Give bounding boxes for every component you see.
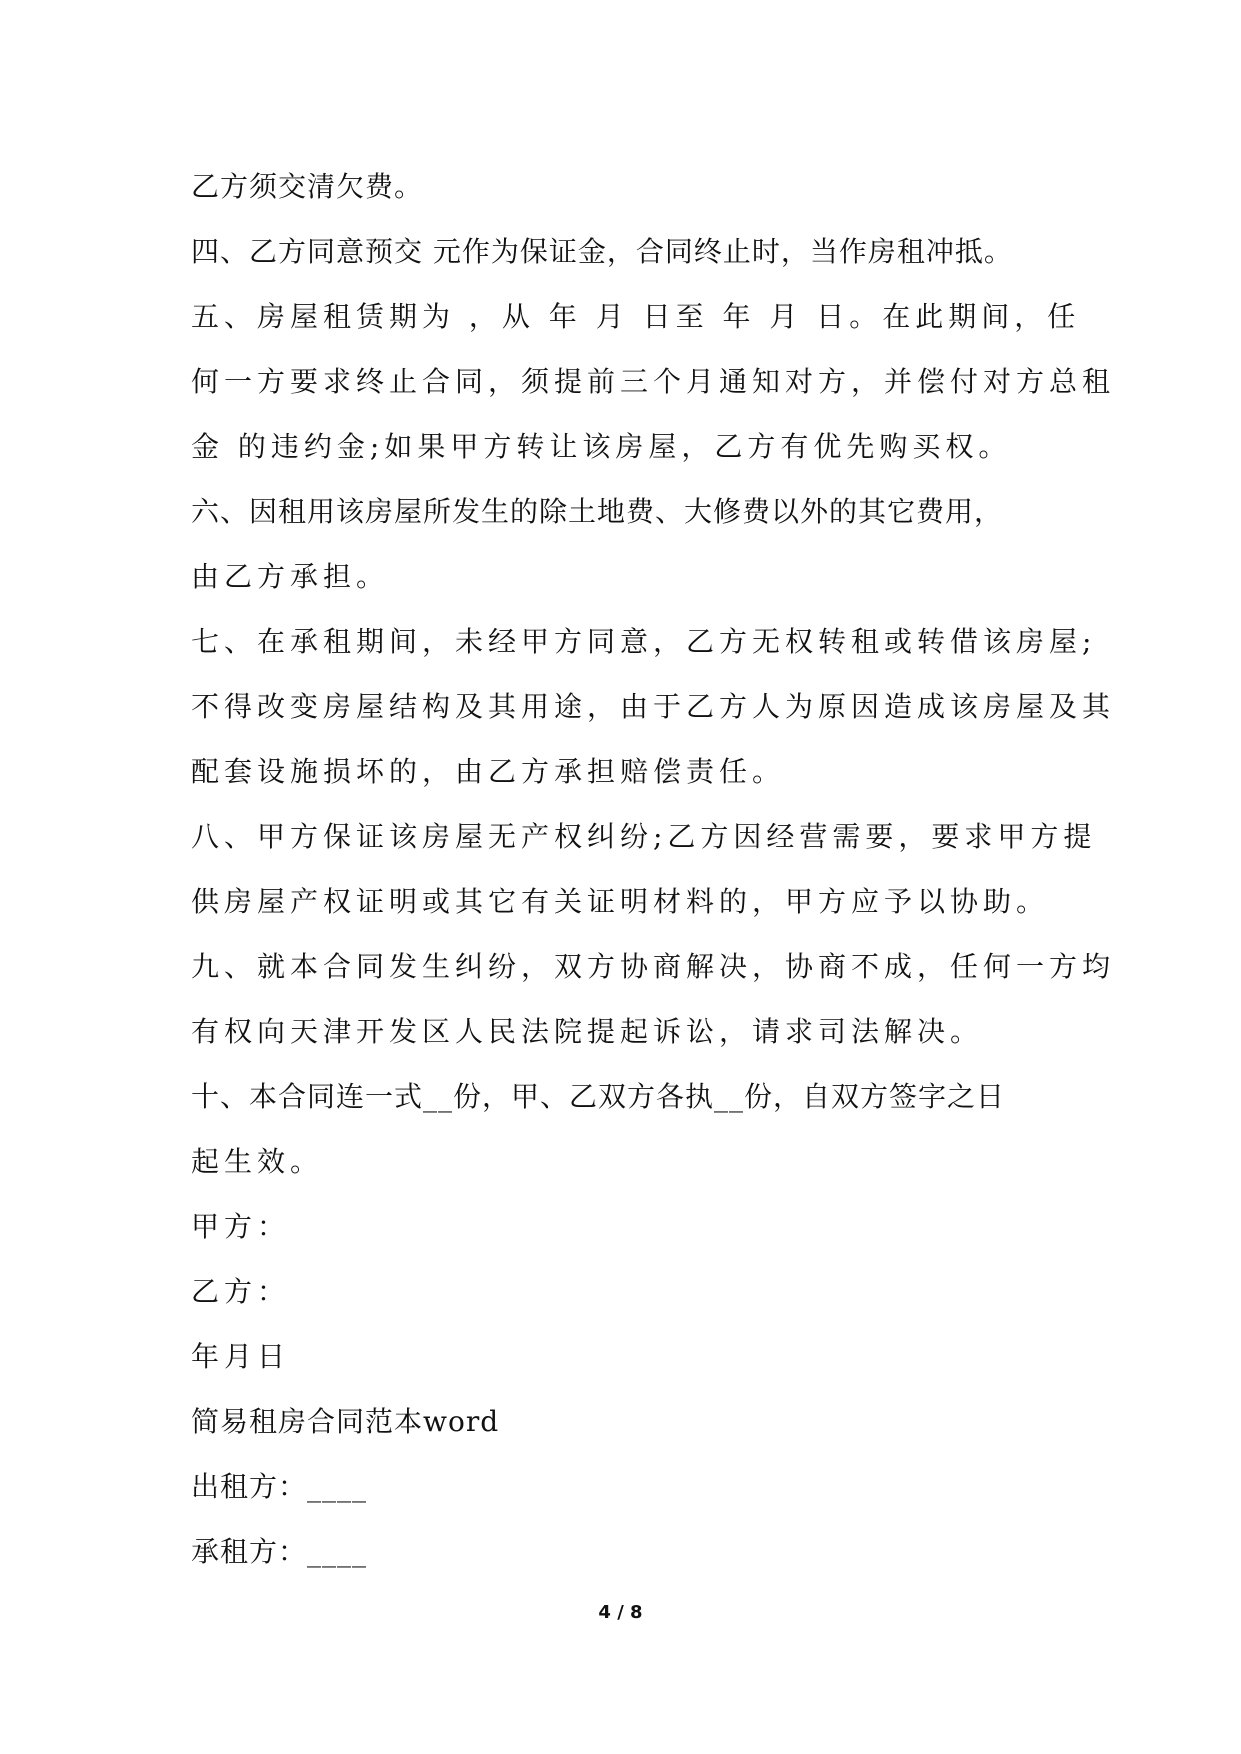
text-line: 何一方要求终止合同，须提前三个月通知对方，并偿付对方总租 (191, 365, 1116, 398)
text-line: 九、就本合同发生纠纷，双方协商解决，协商不成，任何一方均 (191, 950, 1116, 983)
text-line: 八、甲方保证该房屋无产权纠纷;乙方因经营需要，要求甲方提 (191, 820, 1097, 853)
lessor-field: 出租方：____ (191, 1470, 368, 1503)
text-line: 十、本合同连一式__份，甲、乙双方各执__份，自双方签字之日 (191, 1080, 1006, 1113)
page-number: 4 / 8 (598, 1602, 643, 1623)
signature-party-a: 甲方： (191, 1210, 291, 1243)
text-line: 配套设施损坏的，由乙方承担赔偿责任。 (191, 755, 786, 788)
text-line: 金 的违约金;如果甲方转让该房屋，乙方有优先购买权。 (191, 430, 1012, 463)
text-line: 四、乙方同意预交 元作为保证金，合同终止时，当作房租冲抵。 (191, 235, 1013, 268)
text-line: 乙方须交清欠费。 (191, 170, 424, 203)
text-line: 七、在承租期间，未经甲方同意，乙方无权转租或转借该房屋; (191, 625, 1097, 658)
section-title: 简易租房合同范本word (191, 1405, 500, 1438)
text-line: 供房屋产权证明或其它有关证明材料的，甲方应予以协助。 (191, 885, 1050, 918)
lessee-field: 承租方：____ (191, 1535, 368, 1568)
text-line: 有权向天津开发区人民法院提起诉讼，请求司法解决。 (191, 1015, 984, 1048)
text-line: 不得改变房屋结构及其用途，由于乙方人为原因造成该房屋及其 (191, 690, 1116, 723)
contract-body (191, 154, 1116, 1584)
text-line: 由乙方承担。 (191, 560, 390, 593)
signature-party-b: 乙方： (191, 1275, 291, 1308)
text-line: 起生效。 (191, 1145, 324, 1178)
text-line: 五、房屋租赁期为 ，从 年 月 日至 年 月 日。在此期间，任 (191, 300, 1081, 333)
text-line: 六、因租用该房屋所发生的除土地费、大修费以外的其它费用， (191, 495, 1004, 528)
signature-date: 年月日 (191, 1340, 291, 1373)
